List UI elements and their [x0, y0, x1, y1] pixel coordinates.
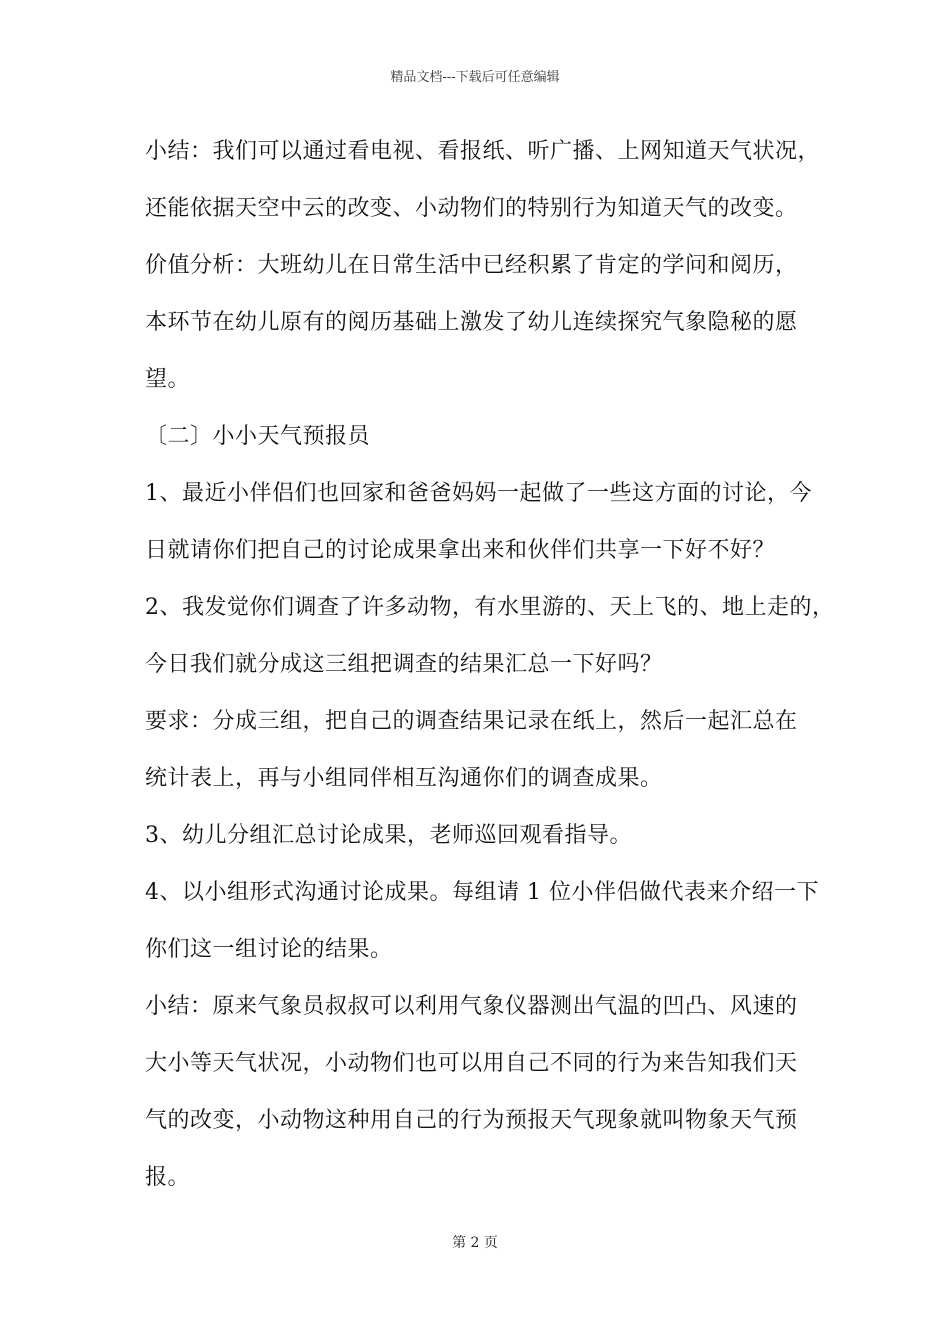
paragraph-line: 要求：分成三组，把自己的调查结果记录在纸上，然后一起汇总在 — [145, 709, 798, 734]
paragraph-line: 1、最近小伴侣们也回家和爸爸妈妈一起做了一些这方面的讨论，今 — [145, 481, 812, 506]
paragraph-line: 望。 — [145, 367, 191, 392]
paragraph-line: 小结：原来气象员叔叔可以利用气象仪器测出气温的凹凸、风速的 — [145, 994, 798, 1019]
paragraph-line: 报。 — [145, 1165, 191, 1190]
paragraph-line: 大小等天气状况，小动物们也可以用自己不同的行为来告知我们天 — [145, 1051, 798, 1076]
paragraph-line: 统计表上，再与小组同伴相互沟通你们的调查成果。 — [145, 766, 663, 791]
paragraph-line: 日就请你们把自己的讨论成果拿出来和伙伴们共享一下好不好？ — [145, 538, 776, 563]
paragraph-line: 2、我发觉你们调查了许多动物，有水里游的、天上飞的、地上走的， — [145, 595, 835, 620]
paragraph-line: 4、以小组形式沟通讨论成果。每组请 1 位小伴侣做代表来介绍一下 — [145, 880, 819, 905]
paragraph-line: 价值分析：大班幼儿在日常生活中已经积累了肯定的学问和阅历， — [145, 253, 798, 278]
paragraph-line: 气的改变，小动物这种用自己的行为预报天气现象就叫物象天气预 — [145, 1108, 798, 1133]
paragraph-line: 还能依据天空中云的改变、小动物们的特别行为知道天气的改变。 — [145, 196, 798, 221]
page-number: 第 2 页 — [452, 1235, 498, 1251]
section-heading: 〔二〕小小天气预报员 — [145, 424, 371, 449]
paragraph-line: 3、幼儿分组汇总讨论成果，老师巡回观看指导。 — [145, 823, 632, 848]
page-header: 精品文档---下载后可任意编辑 — [390, 70, 560, 85]
paragraph-line: 小结：我们可以通过看电视、看报纸、听广播、上网知道天气状况， — [145, 139, 821, 164]
paragraph-line: 你们这一组讨论的结果。 — [145, 937, 393, 962]
paragraph-line: 本环节在幼儿原有的阅历基础上激发了幼儿连续探究气象隐秘的愿 — [145, 310, 798, 335]
paragraph-line: 今日我们就分成这三组把调查的结果汇总一下好吗？ — [145, 652, 663, 677]
